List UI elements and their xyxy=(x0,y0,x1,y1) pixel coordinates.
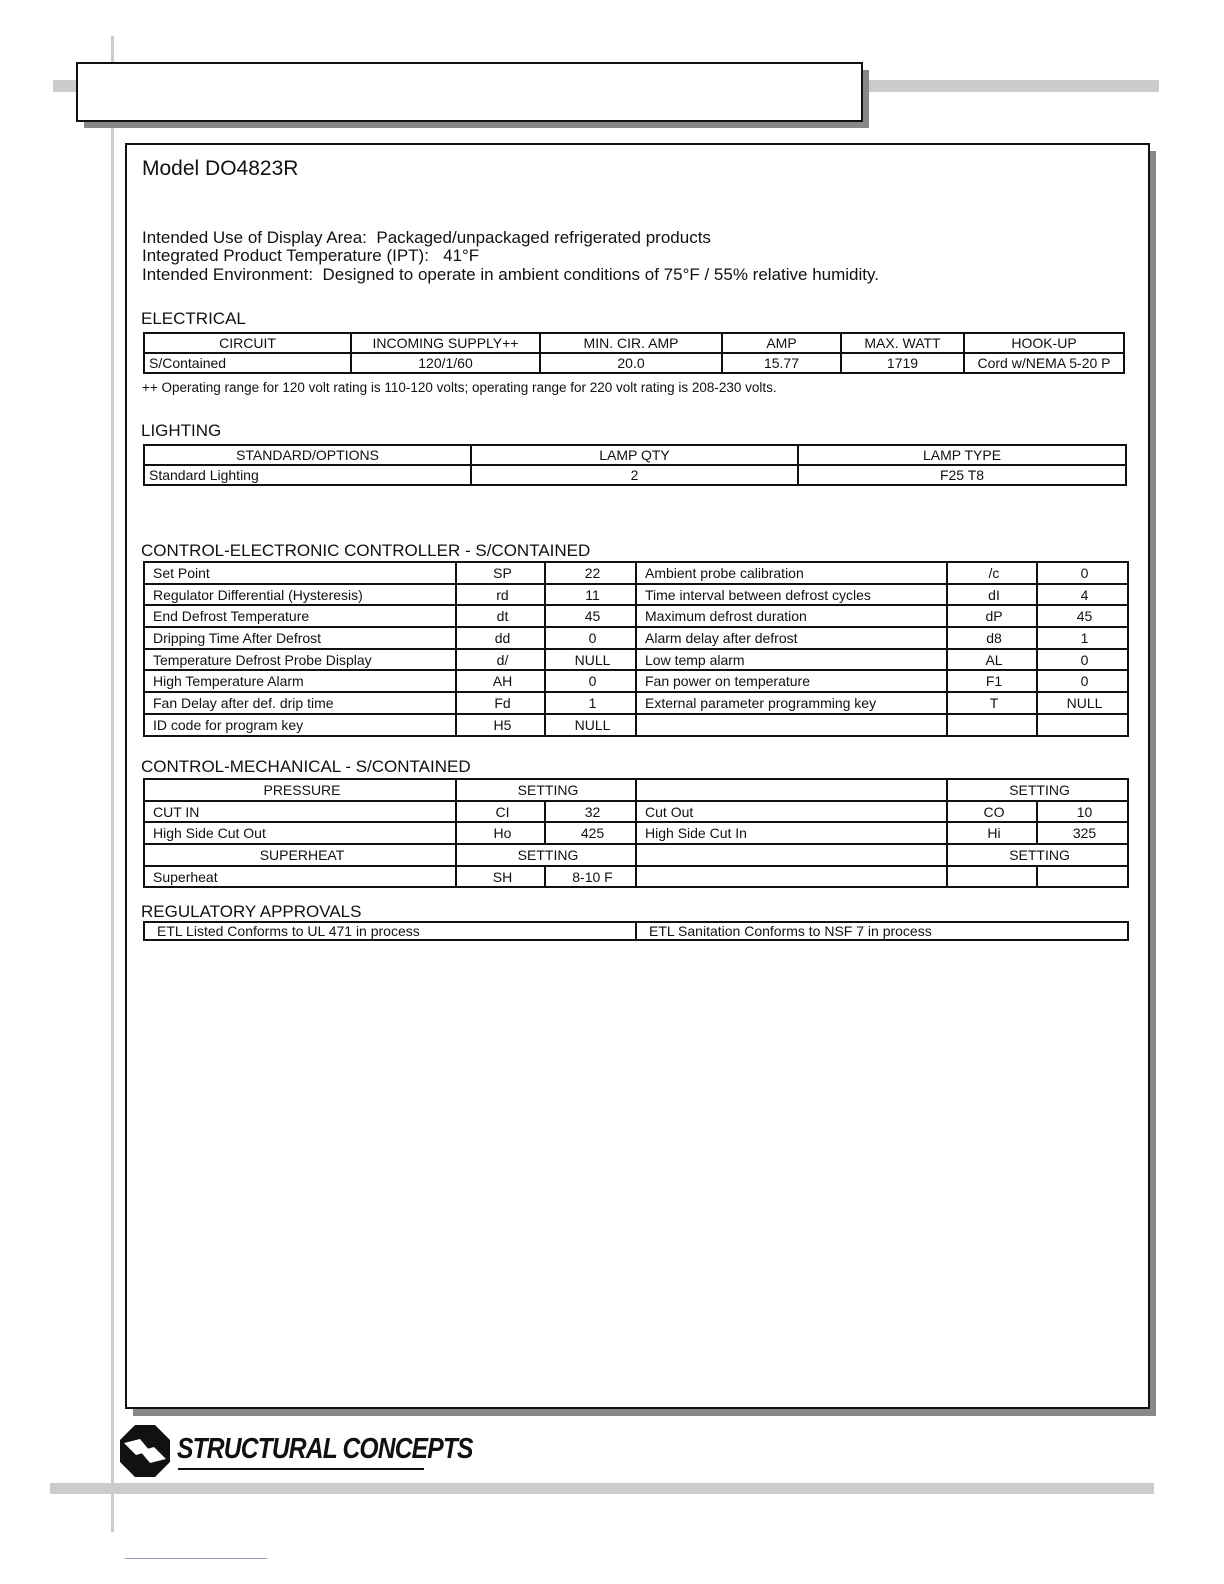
cell: 45 xyxy=(545,605,636,627)
cell: d8 xyxy=(947,627,1037,649)
electronic-control-title: CONTROL-ELECTRONIC CONTROLLER - S/CONTAINED xyxy=(141,541,591,560)
cell: Hi xyxy=(947,822,1037,844)
header-cell: MAX. WATT xyxy=(841,333,964,353)
cell: 15.77 xyxy=(722,353,841,373)
cell: 22 xyxy=(545,562,636,584)
cell xyxy=(1037,866,1128,888)
header-box xyxy=(76,62,863,122)
cell: dI xyxy=(947,584,1037,606)
electrical-note: ++ Operating range for 120 volt rating is 110-120 volts; operating range for 220 volt rating is 208-230 volts. xyxy=(142,380,777,395)
ipt: Integrated Product Temperature (IPT): 41°F xyxy=(142,246,480,265)
cell: 1719 xyxy=(841,353,964,373)
table-row xyxy=(144,353,1124,373)
header-cell: SETTING xyxy=(456,844,636,866)
cell: ID code for program key xyxy=(144,714,456,736)
cell: 0 xyxy=(1037,670,1128,692)
table-row xyxy=(144,649,1128,671)
cell: ETL Listed Conforms to UL 471 in process xyxy=(144,922,636,940)
table-row xyxy=(144,714,1128,736)
cell: d/ xyxy=(456,649,545,671)
margin-line xyxy=(111,36,114,1532)
cell: NULL xyxy=(545,649,636,671)
cell: Temperature Defrost Probe Display xyxy=(144,649,456,671)
cell: SH xyxy=(456,866,545,888)
cell: 8-10 F xyxy=(545,866,636,888)
cell: NULL xyxy=(1037,692,1128,714)
intended-use: Intended Use of Display Area: Packaged/unpackaged refrigerated products xyxy=(142,228,711,247)
cell: Standard Lighting xyxy=(144,465,471,485)
cell: 1 xyxy=(1037,627,1128,649)
cell: S/Contained xyxy=(144,353,351,373)
table-row xyxy=(144,692,1128,714)
table-row xyxy=(144,562,1128,584)
table-row xyxy=(144,822,1128,844)
header-cell: CIRCUIT xyxy=(144,333,351,353)
cell: dt xyxy=(456,605,545,627)
cell: Low temp alarm xyxy=(636,649,947,671)
mechanical-control-table xyxy=(143,778,1129,888)
cell: ETL Sanitation Conforms to NSF 7 in process xyxy=(636,922,1128,940)
cell: 120/1/60 xyxy=(351,353,540,373)
cell: Fd xyxy=(456,692,545,714)
table-row xyxy=(144,670,1128,692)
header-cell: SETTING xyxy=(947,779,1128,801)
cell: 11 xyxy=(545,584,636,606)
table-row xyxy=(144,584,1128,606)
cell: Ambient probe calibration xyxy=(636,562,947,584)
electrical-title: ELECTRICAL xyxy=(141,309,246,328)
cell: Regulator Differential (Hysteresis) xyxy=(144,584,456,606)
cell: 0 xyxy=(545,670,636,692)
cell: CO xyxy=(947,801,1037,823)
cell: CI xyxy=(456,801,545,823)
lighting-title: LIGHTING xyxy=(141,421,222,440)
cell xyxy=(947,866,1037,888)
table-header-row xyxy=(144,333,1124,353)
cell: 425 xyxy=(545,822,636,844)
table-row xyxy=(144,801,1128,823)
cell: dP xyxy=(947,605,1037,627)
footer-bar xyxy=(50,1483,1154,1494)
logo-wordmark: STRUCTURAL CONCEPTS xyxy=(177,1433,473,1465)
header-cell: PRESSURE xyxy=(144,779,456,801)
table-header-row xyxy=(144,844,1128,866)
table-row xyxy=(144,866,1128,888)
header-cell: AMP xyxy=(722,333,841,353)
cell: F1 xyxy=(947,670,1037,692)
cell: 2 xyxy=(471,465,798,485)
cell: 0 xyxy=(1037,649,1128,671)
cell: 20.0 xyxy=(540,353,722,373)
cell: T xyxy=(947,692,1037,714)
table-row xyxy=(144,627,1128,649)
cell: 4 xyxy=(1037,584,1128,606)
electronic-control-table xyxy=(143,561,1129,737)
header-cell: HOOK-UP xyxy=(964,333,1124,353)
cell: High Side Cut In xyxy=(636,822,947,844)
cell: 45 xyxy=(1037,605,1128,627)
cell: Fan power on temperature xyxy=(636,670,947,692)
cell: Superheat xyxy=(144,866,456,888)
header-cell: SETTING xyxy=(456,779,636,801)
cell: rd xyxy=(456,584,545,606)
logo-underline xyxy=(178,1468,424,1470)
cell: High Temperature Alarm xyxy=(144,670,456,692)
electrical-table xyxy=(143,332,1125,374)
lighting-table xyxy=(143,444,1127,486)
cell: Maximum defrost duration xyxy=(636,605,947,627)
cell: 0 xyxy=(1037,562,1128,584)
regulatory-title: REGULATORY APPROVALS xyxy=(141,902,362,921)
cell: Cut Out xyxy=(636,801,947,823)
cell: High Side Cut Out xyxy=(144,822,456,844)
cell: NULL xyxy=(545,714,636,736)
cell: Alarm delay after defrost xyxy=(636,627,947,649)
table-header-row xyxy=(144,779,1128,801)
cell: Ho xyxy=(456,822,545,844)
cell: AH xyxy=(456,670,545,692)
cell: 325 xyxy=(1037,822,1128,844)
cell xyxy=(636,866,947,888)
footer-link-line xyxy=(125,1558,267,1559)
regulatory-table xyxy=(143,921,1129,941)
header-cell xyxy=(636,844,947,866)
cell xyxy=(636,714,947,736)
cell: 10 xyxy=(1037,801,1128,823)
cell xyxy=(1037,714,1128,736)
cell: Time interval between defrost cycles xyxy=(636,584,947,606)
header-cell: LAMP TYPE xyxy=(798,445,1126,465)
cell: Fan Delay after def. drip time xyxy=(144,692,456,714)
cell: AL xyxy=(947,649,1037,671)
header-cell: MIN. CIR. AMP xyxy=(540,333,722,353)
header-cell: SUPERHEAT xyxy=(144,844,456,866)
cell: CUT IN xyxy=(144,801,456,823)
cell: End Defrost Temperature xyxy=(144,605,456,627)
cell: External parameter programming key xyxy=(636,692,947,714)
table-row xyxy=(144,605,1128,627)
cell: SP xyxy=(456,562,545,584)
cell: Set Point xyxy=(144,562,456,584)
header-cell: INCOMING SUPPLY++ xyxy=(351,333,540,353)
structural-concepts-logo-icon xyxy=(120,1425,170,1477)
mechanical-control-title: CONTROL-MECHANICAL - S/CONTAINED xyxy=(141,757,471,776)
header-cell: STANDARD/OPTIONS xyxy=(144,445,471,465)
cell: F25 T8 xyxy=(798,465,1126,485)
cell: Dripping Time After Defrost xyxy=(144,627,456,649)
cell: dd xyxy=(456,627,545,649)
cell: 32 xyxy=(545,801,636,823)
table-row xyxy=(144,922,1128,940)
cell: Cord w/NEMA 5-20 P xyxy=(964,353,1124,373)
cell: 1 xyxy=(545,692,636,714)
table-row xyxy=(144,465,1126,485)
cell xyxy=(947,714,1037,736)
header-cell xyxy=(636,779,947,801)
header-cell: SETTING xyxy=(947,844,1128,866)
cell: H5 xyxy=(456,714,545,736)
table-header-row xyxy=(144,445,1126,465)
intended-environment: Intended Environment: Designed to operate in ambient conditions of 75°F / 55% relative humidity. xyxy=(142,265,879,284)
header-cell: LAMP QTY xyxy=(471,445,798,465)
model-title: Model DO4823R xyxy=(142,157,299,180)
cell: /c xyxy=(947,562,1037,584)
cell: 0 xyxy=(545,627,636,649)
